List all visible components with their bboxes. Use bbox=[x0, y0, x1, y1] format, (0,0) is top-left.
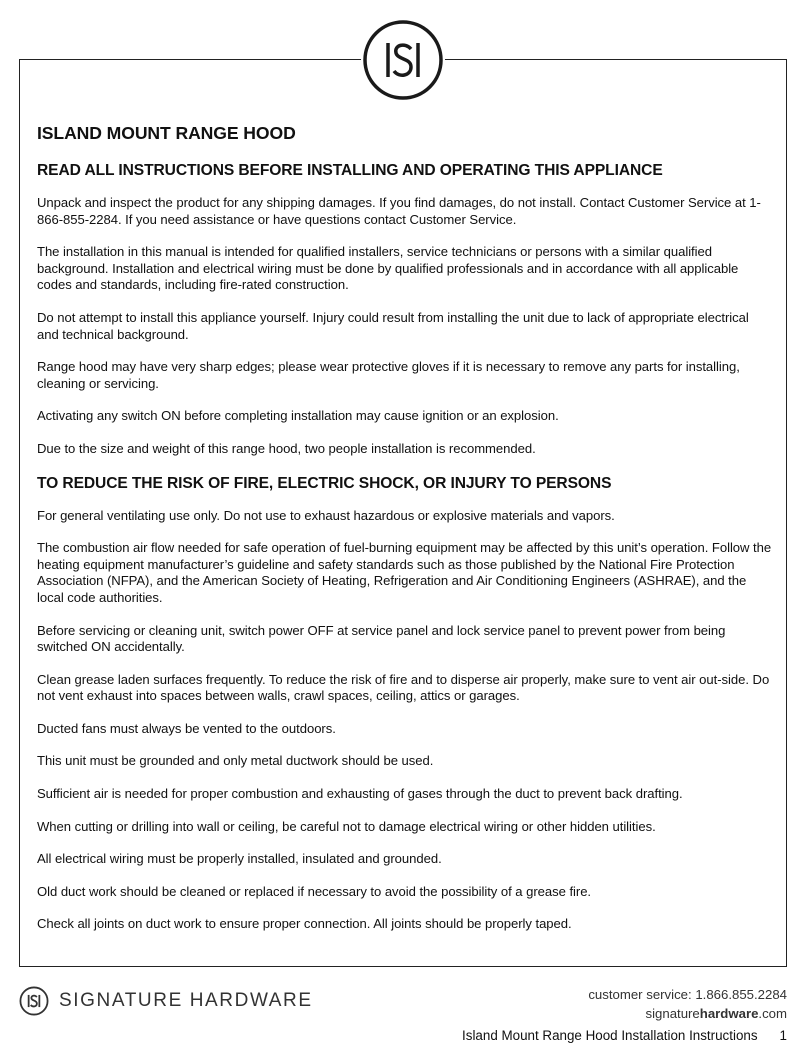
paragraph: Activating any switch ON before completing installation may cause ignition or an explosion. bbox=[37, 408, 559, 424]
website-url: signaturehardware.com bbox=[645, 1006, 787, 1021]
paragraph: Check all joints on duct work to ensure proper connection. All joints should be properly taped. bbox=[37, 916, 572, 932]
brand-logo bbox=[19, 986, 313, 1016]
page-title: ISLAND MOUNT RANGE HOOD bbox=[37, 123, 296, 143]
paragraph: Do not attempt to install this appliance yourself. Injury could result from installing the unit due to lack of appropriate electrical and technical background. bbox=[37, 309, 749, 342]
paragraph: All electrical wiring must be properly installed, insulated and grounded. bbox=[37, 851, 442, 867]
paragraph: Due to the size and weight of this range hood, two people installation is recommended. bbox=[37, 440, 536, 456]
section-heading-reduce-risk: TO REDUCE THE RISK OF FIRE, ELECTRIC SHOCK, OR INJURY TO PERSONS bbox=[37, 474, 612, 492]
document-title-text: Island Mount Range Hood Installation Instructions bbox=[462, 1028, 758, 1043]
paragraph: The installation in this manual is intended for qualified installers, service technicians or persons with a similar qualified background. Installation and electrical wiring must be done by qualified professionals and in accordance with all applicable codes and standards, including fire-rated construction. bbox=[37, 244, 739, 293]
contact-info bbox=[588, 985, 787, 1023]
paragraph: Ducted fans must always be vented to the outdoors. bbox=[37, 720, 336, 736]
footer-document-title bbox=[462, 1028, 787, 1043]
paragraph: For general ventilating use only. Do not use to exhaust hazardous or explosive materials and vapors. bbox=[37, 507, 615, 523]
customer-service-phone: customer service: 1.866.855.2284 bbox=[588, 987, 787, 1002]
ish-logo-icon bbox=[361, 18, 445, 102]
paragraph: This unit must be grounded and only metal ductwork should be used. bbox=[37, 753, 434, 769]
paragraph: Unpack and inspect the product for any shipping damages. If you find damages, do not install. Contact Customer Service at 1-866-855-2284. If you need assistance or have questions contact Customer Service. bbox=[37, 195, 761, 227]
paragraph: Sufficient air is needed for proper combustion and exhausting of gases through the duct to prevent back drafting. bbox=[37, 786, 683, 802]
ish-logo bbox=[361, 18, 445, 102]
document-body bbox=[37, 122, 772, 949]
brand-name: SIGNATURE HARDWARE bbox=[59, 990, 313, 1011]
paragraph: Before servicing or cleaning unit, switch power OFF at service panel and lock service panel to prevent power from being switched ON accidentally. bbox=[37, 622, 726, 655]
section-heading-read-instructions: READ ALL INSTRUCTIONS BEFORE INSTALLING AND OPERATING THIS APPLIANCE bbox=[37, 162, 663, 179]
paragraph: When cutting or drilling into wall or ceiling, be careful not to damage electrical wiring or other hidden utilities. bbox=[37, 818, 656, 834]
page-number: 1 bbox=[779, 1028, 787, 1043]
ish-brand-icon bbox=[19, 986, 49, 1016]
paragraph: Range hood may have very sharp edges; please wear protective gloves if it is necessary to remove any parts for installing, cleaning or servicing. bbox=[37, 359, 740, 391]
paragraph: Clean grease laden surfaces frequently. To reduce the risk of fire and to disperse air properly, make sure to vent air out-side. Do not vent exhaust into spaces between walls, crawl spaces, ceiling, attics or garages. bbox=[37, 671, 770, 704]
paragraph: The combustion air flow needed for safe operation of fuel-burning equipment may be affected by this unit’s operation. Follow the heating equipment manufacturer’s guideline and safety standards such as those published by the National Fire Protection Association (NFPA), and the American Society of Heating, Refrigeration and Air Conditioning Engineers (ASHRAE), and the local code authorities. bbox=[37, 540, 772, 605]
paragraph: Old duct work should be cleaned or replaced if necessary to avoid the possibility of a grease fire. bbox=[37, 883, 592, 899]
